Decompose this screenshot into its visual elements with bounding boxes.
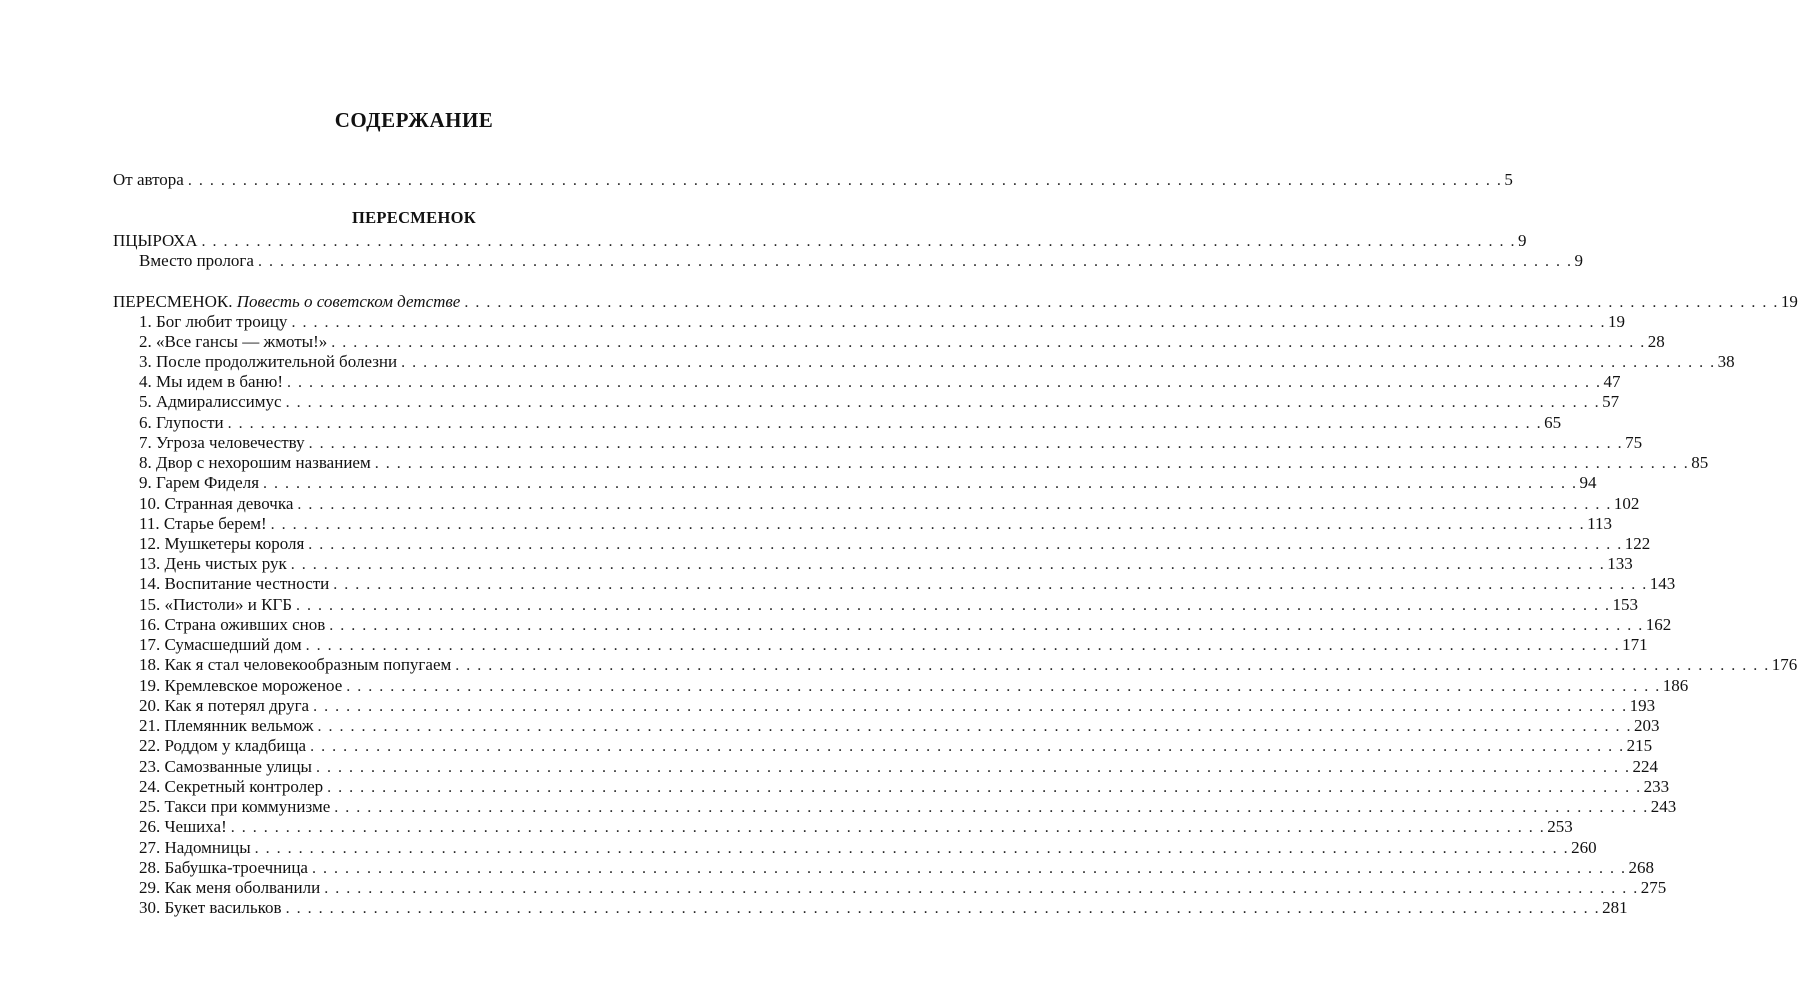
dot-leader: . . . . . . . . . . . . . . . . . . . . . . . . . . . . . . . . . . . . . . . . . . . . . . . . . . . . . . . . . . . . . . . . . . . . . . . . . . . . . . . . . . . . . . . . . . . . . . . . . . . . . . . . . . . . . . . . . . . . . . . . — [230, 819, 1546, 836]
dot-leader: . . . . . . . . . . . . . . . . . . . . . . . . . . . . . . . . . . . . . . . . . . . . . . . . . . . . . . . . . . . . . . . . . . . . . . . . . . . . . . . . . . . . . . . . . . . . . . . . . . . . . . . . . . . . . . . . . . . . . . . . — [334, 799, 1649, 816]
dot-leader: . . . . . . . . . . . . . . . . . . . . . . . . . . . . . . . . . . . . . . . . . . . . . . . . . . . . . . . . . . . . . . . . . . . . . . . . . . . . . . . . . . . . . . . . . . . . . . . . . . . . . . . . . . . . . . . . . . . . . . . . — [308, 435, 1624, 452]
toc-entry — [139, 392, 1620, 412]
dot-leader: . . . . . . . . . . . . . . . . . . . . . . . . . . . . . . . . . . . . . . . . . . . . . . . . . . . . . . . . . . . . . . . . . . . . . . . . . . . . . . . . . . . . . . . . . . . . . . . . . . . . . . . . . . . . . . . . . . . . . . . . — [297, 496, 1612, 513]
toc-entry-title: 30. Букет васильков — [139, 898, 282, 917]
dot-leader: . . . . . . . . . . . . . . . . . . . . . . . . . . . . . . . . . . . . . . . . . . . . . . . . . . . . . . . . . . . . . . . . . . . . . . . . . . . . . . . . . . . . . . . . . . . . . . . . . . . . . . . . . . . . . . . . . . . . . . . . — [333, 576, 1648, 593]
toc-entry — [139, 676, 1689, 696]
dot-leader: . . . . . . . . . . . . . . . . . . . . . . . . . . . . . . . . . . . . . . . . . . . . . . . . . . . . . . . . . . . . . . . . . . . . . . . . . . . . . . . . . . . . . . . . . . . . . . . . . . . . . . . . . . . . . . . . . . . . . . . . — [270, 516, 1586, 533]
toc-entry — [139, 736, 1653, 756]
toc-entry-title: 16. Страна оживших снов — [139, 615, 326, 634]
toc-entry-number: 18. — [139, 655, 165, 674]
toc-entry-page: 38 — [1717, 352, 1735, 371]
toc-entry-number: 17. — [139, 635, 165, 654]
toc-entry-title: Вместо пролога — [139, 251, 254, 270]
toc-entry-number: 2. — [139, 332, 156, 351]
dot-leader: . . . . . . . . . . . . . . . . . . . . . . . . . . . . . . . . . . . . . . . . . . . . . . . . . . . . . . . . . . . . . . . . . . . . . . . . . . . . . . . . . . . . . . . . . . . . . . . . . . . . . . . . . . . . . . . . . . . . . . . . — [464, 294, 1779, 311]
toc-entry — [139, 655, 1798, 675]
toc-entry — [139, 413, 1562, 433]
toc-entry-title: 10. Странная девочка — [139, 494, 294, 513]
toc-entry-number: 13. — [139, 554, 165, 573]
toc-entry-number: 20. — [139, 696, 165, 715]
toc-entry-title: 17. Сумасшедший дом — [139, 635, 302, 654]
toc-entry-page: 193 — [1629, 696, 1656, 715]
toc-entry-number: 7. — [139, 433, 156, 452]
dot-leader: . . . . . . . . . . . . . . . . . . . . . . . . . . . . . . . . . . . . . . . . . . . . . . . . . . . . . . . . . . . . . . . . . . . . . . . . . . . . . . . . . . . . . . . . . . . . . . . . . . . . . . . . . . . . . . . . . . . . . . . . — [310, 738, 1625, 755]
toc-entry-number: 23. — [139, 757, 165, 776]
toc-entry-number: 3. — [139, 352, 156, 371]
dot-leader: . . . . . . . . . . . . . . . . . . . . . . . . . . . . . . . . . . . . . . . . . . . . . . . . . . . . . . . . . . . . . . . . . . . . . . . . . . . . . . . . . . . . . . . . . . . . . . . . . . . . . . . . . . . . . . . . . . . . . . . . — [346, 678, 1661, 695]
dot-leader: . . . . . . . . . . . . . . . . . . . . . . . . . . . . . . . . . . . . . . . . . . . . . . . . . . . . . . . . . . . . . . . . . . . . . . . . . . . . . . . . . . . . . . . . . . . . . . . . . . . . . . . . . . . . . . . . . . . . . . . . — [311, 860, 1627, 877]
toc-entry-title: 11. Старье берем! — [139, 514, 267, 533]
toc-entry — [139, 574, 1676, 594]
toc-entry-title: 3. После продолжительной болезни — [139, 352, 398, 371]
toc-entry-page: 122 — [1624, 534, 1651, 553]
toc-entry-number: 25. — [139, 797, 165, 816]
dot-leader: . . . . . . . . . . . . . . . . . . . . . . . . . . . . . . . . . . . . . . . . . . . . . . . . . . . . . . . . . . . . . . . . . . . . . . . . . . . . . . . . . . . . . . . . . . . . . . . . . . . . . . . . . . . . . . . . . . . . . . . . — [305, 637, 1621, 654]
toc-entry-title: 5. Адмиралиссимус — [139, 392, 282, 411]
dot-leader: . . . . . . . . . . . . . . . . . . . . . . . . . . . . . . . . . . . . . . . . . . . . . . . . . . . . . . . . . . . . . . . . . . . . . . . . . . . . . . . . . . . . . . . . . . . . . . . . . . . . . . . . . . . . . . . . . . . . . . . . — [257, 253, 1573, 270]
toc-entry — [139, 757, 1658, 777]
toc-entry-page: 9 — [1518, 231, 1527, 250]
toc-entry — [139, 494, 1640, 514]
toc-entry-title: 19. Кремлевское мороженое — [139, 676, 343, 695]
dot-leader: . . . . . . . . . . . . . . . . . . . . . . . . . . . . . . . . . . . . . . . . . . . . . . . . . . . . . . . . . . . . . . . . . . . . . . . . . . . . . . . . . . . . . . . . . . . . . . . . . . . . . . . . . . . . . . . . . . . . . . . . — [324, 880, 1639, 897]
dot-leader: . . . . . . . . . . . . . . . . . . . . . . . . . . . . . . . . . . . . . . . . . . . . . . . . . . . . . . . . . . . . . . . . . . . . . . . . . . . . . . . . . . . . . . . . . . . . . . . . . . . . . . . . . . . . . . . . . . . . . . . . — [290, 556, 1606, 573]
toc-entry-number: 6. — [139, 413, 156, 432]
toc-entry-page: 47 — [1603, 372, 1621, 391]
toc-entry — [139, 635, 1648, 655]
dot-leader: . . . . . . . . . . . . . . . . . . . . . . . . . . . . . . . . . . . . . . . . . . . . . . . . . . . . . . . . . . . . . . . . . . . . . . . . . . . . . . . . . . . . . . . . . . . . . . . . . . . . . . . . . . . . . . . . . . . . . . . . — [317, 718, 1632, 735]
toc-entry-title: 27. Надомницы — [139, 838, 251, 857]
toc-entry-title: 22. Роддом у кладбища — [139, 736, 307, 755]
toc-entry-title: 24. Секретный контролер — [139, 777, 324, 796]
toc-entry — [139, 838, 1597, 858]
dot-leader: . . . . . . . . . . . . . . . . . . . . . . . . . . . . . . . . . . . . . . . . . . . . . . . . . . . . . . . . . . . . . . . . . . . . . . . . . . . . . . . . . . . . . . . . . . . . . . . . . . . . . . . . . . . . . . . . . . . . . . . . — [227, 415, 1543, 432]
toc-entry-page: 186 — [1662, 676, 1689, 695]
toc-entry — [139, 332, 1665, 352]
toc-entry-page: 57 — [1602, 392, 1620, 411]
toc-entry-number: 29. — [139, 878, 165, 897]
toc-entry — [139, 797, 1677, 817]
toc-entry-page: 75 — [1625, 433, 1643, 452]
dot-leader: . . . . . . . . . . . . . . . . . . . . . . . . . . . . . . . . . . . . . . . . . . . . . . . . . . . . . . . . . . . . . . . . . . . . . . . . . . . . . . . . . . . . . . . . . . . . . . . . . . . . . . . . . . . . . . . . . . . . . . . . — [287, 374, 1602, 391]
toc-entry-page: 215 — [1626, 736, 1653, 755]
toc-entry — [139, 898, 1628, 918]
toc-entry-page: 153 — [1612, 595, 1639, 614]
toc-entry — [139, 554, 1633, 574]
toc-entry-number: 27. — [139, 838, 165, 857]
toc-entry-number: 15. — [139, 595, 165, 614]
toc-entry-title: 8. Двор с нехорошим названием — [139, 453, 371, 472]
toc-entry-page: 176 — [1771, 655, 1798, 674]
toc-entry-page: 268 — [1628, 858, 1654, 877]
toc-entry-page: 28 — [1647, 332, 1665, 351]
toc-entry — [139, 514, 1613, 534]
toc-entry — [139, 372, 1621, 392]
toc-entry — [113, 231, 1527, 251]
toc-entry-number: 19. — [139, 676, 165, 695]
toc-entry-page: 171 — [1622, 635, 1648, 654]
dot-leader: . . . . . . . . . . . . . . . . . . . . . . . . . . . . . . . . . . . . . . . . . . . . . . . . . . . . . . . . . . . . . . . . . . . . . . . . . . . . . . . . . . . . . . . . . . . . . . . . . . . . . . . . . . . . . . . . . . . . . . . . — [285, 394, 1601, 411]
toc-entry-title: 28. Бабушка-троечница — [139, 858, 308, 877]
toc-entry-title: 7. Угроза человечеству — [139, 433, 305, 452]
toc-entry-page: 65 — [1544, 413, 1562, 432]
toc-entry-number: 16. — [139, 615, 165, 634]
toc-entry-number: 28. — [139, 858, 165, 877]
toc-entry — [139, 433, 1643, 453]
toc-entry-title: 12. Мушкетеры короля — [139, 534, 305, 553]
toc-entry-page: 19 — [1607, 312, 1625, 331]
toc-entry-title: 15. «Пистоли» и КГБ — [139, 595, 293, 614]
toc-entry — [139, 817, 1573, 837]
dot-leader: . . . . . . . . . . . . . . . . . . . . . . . . . . . . . . . . . . . . . . . . . . . . . . . . . . . . . . . . . . . . . . . . . . . . . . . . . . . . . . . . . . . . . . . . . . . . . . . . . . . . . . . . . . . . . . . . . . . . . . . . — [331, 334, 1646, 351]
toc-entry-title: От автора — [113, 170, 184, 189]
toc-entry-number: 4. — [139, 372, 156, 391]
dot-leader: . . . . . . . . . . . . . . . . . . . . . . . . . . . . . . . . . . . . . . . . . . . . . . . . . . . . . . . . . . . . . . . . . . . . . . . . . . . . . . . . . . . . . . . . . . . . . . . . . . . . . . . . . . . . . . . . . . . . . . . . — [263, 475, 1578, 492]
toc-entry-number: 24. — [139, 777, 165, 796]
toc-entry — [139, 595, 1639, 615]
dot-leader: . . . . . . . . . . . . . . . . . . . . . . . . . . . . . . . . . . . . . . . . . . . . . . . . . . . . . . . . . . . . . . . . . . . . . . . . . . . . . . . . . . . . . . . . . . . . . . . . . . . . . . . . . . . . . . . . . . . . . . . . — [187, 172, 1503, 189]
toc-entry-page: 260 — [1571, 838, 1597, 857]
page-title: СОДЕРЖАНИЕ — [334, 108, 494, 132]
dot-leader: . . . . . . . . . . . . . . . . . . . . . . . . . . . . . . . . . . . . . . . . . . . . . . . . . . . . . . . . . . . . . . . . . . . . . . . . . . . . . . . . . . . . . . . . . . . . . . . . . . . . . . . . . . . . . . . . . . . . . . . . — [374, 455, 1690, 472]
toc-entry-title: 9. Гарем Фиделя — [139, 473, 260, 492]
toc-entry-title: 6. Глупости — [139, 413, 224, 432]
dot-leader: . . . . . . . . . . . . . . . . . . . . . . . . . . . . . . . . . . . . . . . . . . . . . . . . . . . . . . . . . . . . . . . . . . . . . . . . . . . . . . . . . . . . . . . . . . . . . . . . . . . . . . . . . . . . . . . . . . . . . . . . — [329, 617, 1644, 634]
toc-entry — [139, 251, 1583, 271]
toc-entry-title: ПЕРЕСМЕНОК. Повесть о советском детстве — [113, 292, 461, 311]
toc-entry-page: 275 — [1640, 878, 1667, 897]
toc-entry-number: 10. — [139, 494, 165, 513]
toc-entry-title: 2. «Все гансы — жмоты!» — [139, 332, 328, 351]
toc-entry-number: 11. — [139, 514, 164, 533]
toc-entry-number: 22. — [139, 736, 165, 755]
dot-leader: . . . . . . . . . . . . . . . . . . . . . . . . . . . . . . . . . . . . . . . . . . . . . . . . . . . . . . . . . . . . . . . . . . . . . . . . . . . . . . . . . . . . . . . . . . . . . . . . . . . . . . . . . . . . . . . . . . . . . . . . — [313, 698, 1628, 715]
toc-entry-title: 14. Воспитание честности — [139, 574, 330, 593]
toc-entry — [139, 473, 1597, 493]
toc-entry-page: 203 — [1633, 716, 1660, 735]
toc-entry-page: 224 — [1632, 757, 1658, 776]
toc-entry-title: 21. Племянник вельмож — [139, 716, 314, 735]
toc-entry — [139, 878, 1667, 898]
toc-entry-number: 14. — [139, 574, 165, 593]
toc-entry-title: 23. Самозванные улицы — [139, 757, 312, 776]
toc-entry-page: 94 — [1579, 473, 1597, 492]
toc-entry-title: 1. Бог любит троицу — [139, 312, 288, 331]
dot-leader: . . . . . . . . . . . . . . . . . . . . . . . . . . . . . . . . . . . . . . . . . . . . . . . . . . . . . . . . . . . . . . . . . . . . . . . . . . . . . . . . . . . . . . . . . . . . . . . . . . . . . . . . . . . . . . . . . . . . . . . . — [308, 536, 1623, 553]
toc-entry — [139, 453, 1709, 473]
toc-entry-page: 19 — [1780, 292, 1798, 311]
toc-entry-number: 21. — [139, 716, 165, 735]
toc-entry-title: 29. Как меня оболванили — [139, 878, 321, 897]
toc-entry-page: 5 — [1504, 170, 1513, 189]
toc-entry-number: 1. — [139, 312, 156, 331]
toc-entry — [139, 696, 1656, 716]
toc-entry-number: 5. — [139, 392, 156, 411]
toc-entry — [139, 858, 1654, 878]
dot-leader: . . . . . . . . . . . . . . . . . . . . . . . . . . . . . . . . . . . . . . . . . . . . . . . . . . . . . . . . . . . . . . . . . . . . . . . . . . . . . . . . . . . . . . . . . . . . . . . . . . . . . . . . . . . . . . . . . . . . . . . . — [254, 840, 1570, 857]
toc-entry-page: 143 — [1649, 574, 1676, 593]
toc-entry-number: 12. — [139, 534, 165, 553]
toc-entry-title: 4. Мы идем в баню! — [139, 372, 284, 391]
toc-entry — [139, 615, 1672, 635]
toc-entry — [139, 312, 1625, 332]
toc-entry-title: 20. Как я потерял друга — [139, 696, 310, 715]
toc-entry-page: 113 — [1587, 514, 1613, 533]
dot-leader: . . . . . . . . . . . . . . . . . . . . . . . . . . . . . . . . . . . . . . . . . . . . . . . . . . . . . . . . . . . . . . . . . . . . . . . . . . . . . . . . . . . . . . . . . . . . . . . . . . . . . . . . . . . . . . . . . . . . . . . . — [327, 779, 1642, 796]
toc-entry — [139, 716, 1660, 736]
dot-leader: . . . . . . . . . . . . . . . . . . . . . . . . . . . . . . . . . . . . . . . . . . . . . . . . . . . . . . . . . . . . . . . . . . . . . . . . . . . . . . . . . . . . . . . . . . . . . . . . . . . . . . . . . . . . . . . . . . . . . . . . — [285, 900, 1601, 917]
toc-entry-number: 26. — [139, 817, 165, 836]
toc-entry-subtitle: Повесть о советском детстве — [236, 292, 461, 311]
toc-entry — [139, 352, 1735, 372]
toc-entry — [139, 777, 1670, 797]
dot-leader: . . . . . . . . . . . . . . . . . . . . . . . . . . . . . . . . . . . . . . . . . . . . . . . . . . . . . . . . . . . . . . . . . . . . . . . . . . . . . . . . . . . . . . . . . . . . . . . . . . . . . . . . . . . . . . . . . . . . . . . . — [401, 354, 1716, 371]
toc-entry-page: 243 — [1650, 797, 1677, 816]
toc-entry-page: 233 — [1643, 777, 1670, 796]
toc-entry-page: 253 — [1547, 817, 1573, 836]
dot-leader: . . . . . . . . . . . . . . . . . . . . . . . . . . . . . . . . . . . . . . . . . . . . . . . . . . . . . . . . . . . . . . . . . . . . . . . . . . . . . . . . . . . . . . . . . . . . . . . . . . . . . . . . . . . . . . . . . . . . . . . . — [201, 233, 1517, 250]
toc-entry-number: 9. — [139, 473, 156, 492]
toc-entry — [113, 170, 1513, 190]
toc-entry-page: 102 — [1613, 494, 1640, 513]
toc-entry-page: 9 — [1574, 251, 1583, 270]
dot-leader: . . . . . . . . . . . . . . . . . . . . . . . . . . . . . . . . . . . . . . . . . . . . . . . . . . . . . . . . . . . . . . . . . . . . . . . . . . . . . . . . . . . . . . . . . . . . . . . . . . . . . . . . . . . . . . . . . . . . . . . . — [455, 657, 1770, 674]
toc-entry-page: 133 — [1607, 554, 1633, 573]
toc-entry-page: 281 — [1602, 898, 1628, 917]
toc-entry-page: 85 — [1691, 453, 1709, 472]
toc-entry-number: 30. — [139, 898, 165, 917]
dot-leader: . . . . . . . . . . . . . . . . . . . . . . . . . . . . . . . . . . . . . . . . . . . . . . . . . . . . . . . . . . . . . . . . . . . . . . . . . . . . . . . . . . . . . . . . . . . . . . . . . . . . . . . . . . . . . . . . . . . . . . . . — [315, 759, 1631, 776]
toc-entry-title: 26. Чешиха! — [139, 817, 227, 836]
toc-entry-title: 13. День чистых рук — [139, 554, 287, 573]
dot-leader: . . . . . . . . . . . . . . . . . . . . . . . . . . . . . . . . . . . . . . . . . . . . . . . . . . . . . . . . . . . . . . . . . . . . . . . . . . . . . . . . . . . . . . . . . . . . . . . . . . . . . . . . . . . . . . . . . . . . . . . . — [291, 314, 1606, 331]
toc-entry — [113, 292, 1798, 312]
toc-entry-title: 18. Как я стал человекообразным попугаем — [139, 655, 452, 674]
toc-entry-title: 25. Такси при коммунизме — [139, 797, 331, 816]
toc-entry-page: 162 — [1645, 615, 1672, 634]
toc-entry — [139, 534, 1651, 554]
toc-entry-title: ПЦЫРОХА — [113, 231, 198, 250]
dot-leader: . . . . . . . . . . . . . . . . . . . . . . . . . . . . . . . . . . . . . . . . . . . . . . . . . . . . . . . . . . . . . . . . . . . . . . . . . . . . . . . . . . . . . . . . . . . . . . . . . . . . . . . . . . . . . . . . . . . . . . . . — [296, 597, 1611, 614]
toc-entry-number: 8. — [139, 453, 156, 472]
section-heading: ПЕРЕСМЕНОК — [351, 208, 477, 227]
